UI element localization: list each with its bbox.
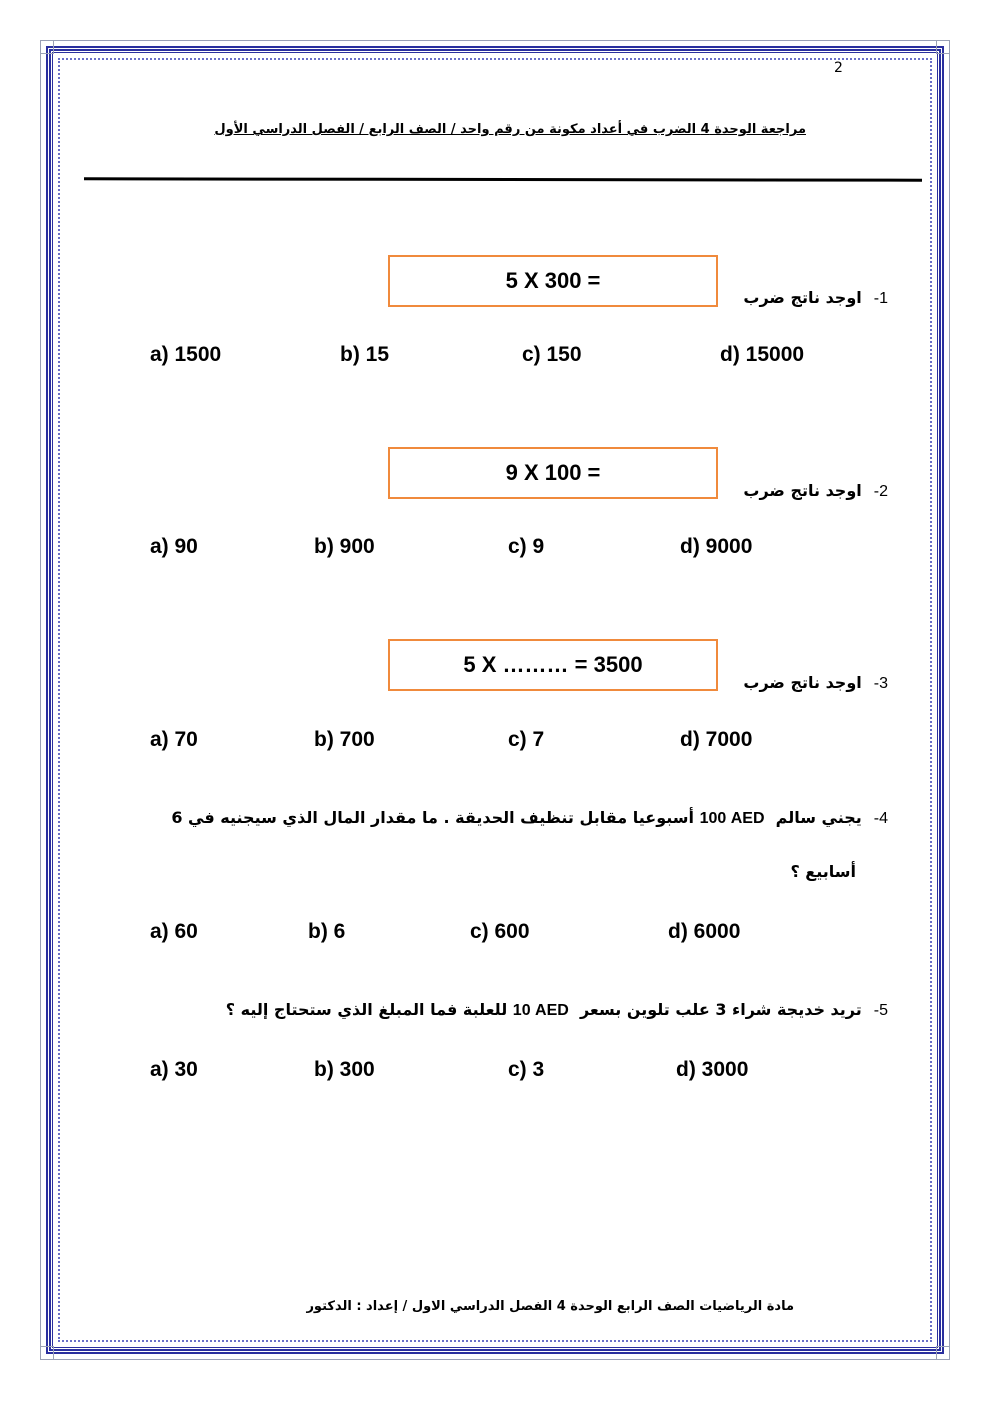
q3-number: -3 <box>873 675 888 692</box>
q3-option-a[interactable]: a) 70 <box>150 728 198 751</box>
q3-prompt: اوجد ناتج ضرب <box>743 673 862 692</box>
q5-text-part1: تريد خديجة شراء 3 علب تلوين بسعر <box>579 1000 862 1019</box>
page-footer: مادة الرياضيات الصف الرابع الوحدة 4 الفصل الدراسي الاول / إعداد : الدكتور <box>306 1299 794 1314</box>
q5-prompt-line <box>226 1000 888 1020</box>
q4-option-d[interactable]: d) 6000 <box>668 920 741 943</box>
q1-prompt: اوجد ناتج ضرب <box>743 288 862 307</box>
q5-option-d[interactable]: d) 3000 <box>676 1058 749 1081</box>
corner-ornament <box>936 40 950 54</box>
page-border-dotted <box>58 58 932 1342</box>
q4-option-a[interactable]: a) 60 <box>150 920 198 943</box>
q3-expression-box: 5 X ……… = 3500 <box>388 639 718 691</box>
q2-option-b[interactable]: b) 900 <box>314 535 375 558</box>
q5-option-b[interactable]: b) 300 <box>314 1058 375 1081</box>
corner-ornament <box>936 1346 950 1360</box>
corner-ornament <box>40 40 54 54</box>
q5-option-c[interactable]: c) 3 <box>508 1058 545 1081</box>
q4-option-b[interactable]: b) 6 <box>308 920 346 943</box>
q1-expression-box: 5 X 300 = <box>388 255 718 307</box>
corner-ornament <box>40 1346 54 1360</box>
q1-prompt-line <box>743 288 888 308</box>
q3-option-c[interactable]: c) 7 <box>508 728 545 751</box>
q2-number: -2 <box>873 483 888 500</box>
q2-option-d[interactable]: d) 9000 <box>680 535 753 558</box>
q4-option-c[interactable]: c) 600 <box>470 920 530 943</box>
q4-number: -4 <box>873 810 888 827</box>
q2-prompt-line <box>743 481 888 501</box>
q1-option-b[interactable]: b) 15 <box>340 343 390 366</box>
q2-prompt: اوجد ناتج ضرب <box>743 481 862 500</box>
q3-option-b[interactable]: b) 700 <box>314 728 375 751</box>
q4-prompt-line <box>171 808 888 828</box>
q5-option-a[interactable]: a) 30 <box>150 1058 198 1081</box>
q3-option-d[interactable]: d) 7000 <box>680 728 753 751</box>
q1-number: -1 <box>873 290 888 307</box>
q2-expression-box: 9 X 100 = <box>388 447 718 499</box>
q5-amount: 10 AED <box>512 1002 569 1019</box>
q4-text-part1: يجني سالم <box>775 808 862 827</box>
page-title: مراجعة الوحدة 4 الضرب في أعداد مكونة من رقم واحد / الصف الرابع / الفصل الدراسي الأول <box>214 122 806 137</box>
q1-option-d[interactable]: d) 15000 <box>720 343 805 366</box>
page-number: 2 <box>834 60 843 76</box>
q4-amount: 100 AED <box>699 810 765 827</box>
q4-text-part2: أسبوعيا مقابل تنظيف الحديقة . ما مقدار المال الذي سيجنيه في 6 <box>171 808 694 827</box>
q2-option-c[interactable]: c) 9 <box>508 535 545 558</box>
q1-option-c[interactable]: c) 150 <box>522 343 582 366</box>
q2-option-a[interactable]: a) 90 <box>150 535 198 558</box>
q4-prompt-line2: أسابيع ؟ <box>790 862 856 881</box>
q5-number: -5 <box>873 1002 888 1019</box>
q3-prompt-line <box>743 673 888 693</box>
q1-option-a[interactable]: a) 1500 <box>150 343 222 366</box>
q5-text-part2: للعلبة فما المبلغ الذي ستحتاج إليه ؟ <box>225 1000 508 1019</box>
